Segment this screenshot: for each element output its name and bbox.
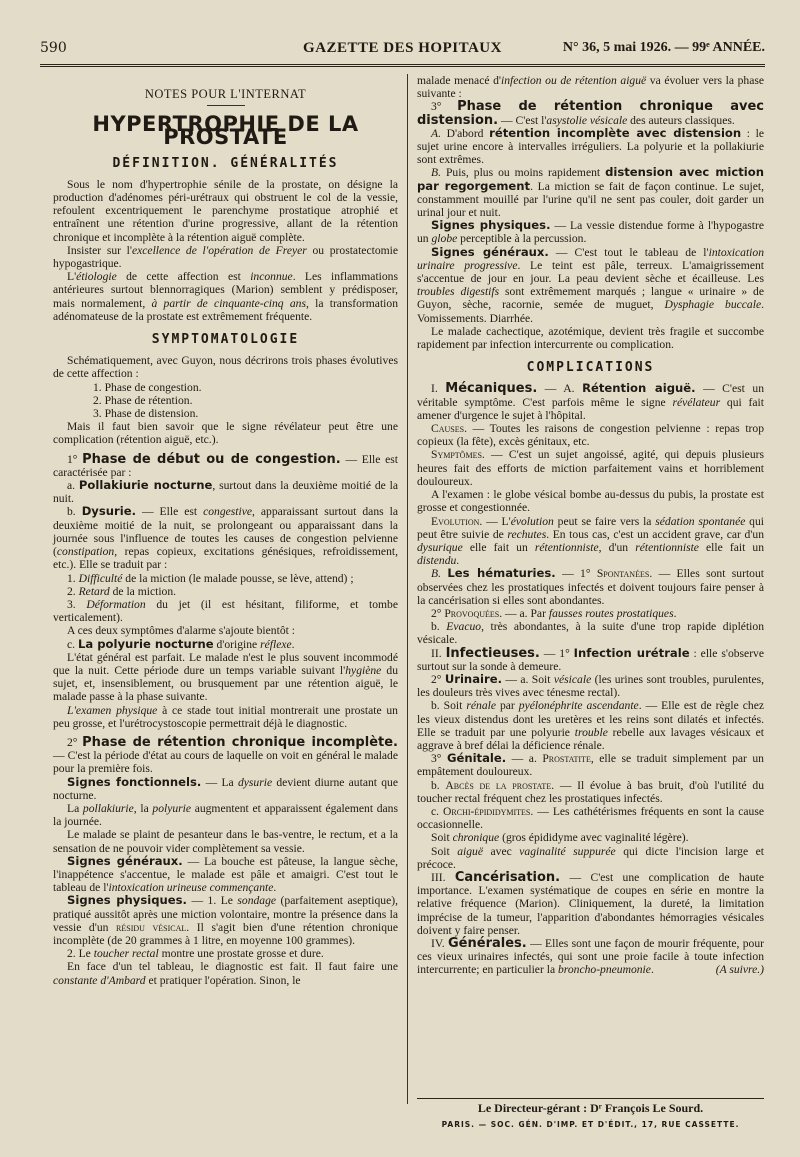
paragraph: 1° Phase de début ou de congestion. — Elle est caractérisée par : xyxy=(53,451,398,479)
journal-title: GAZETTE DES HOPITAUX xyxy=(303,40,502,56)
right-column xyxy=(417,74,764,977)
page-header xyxy=(40,40,765,62)
paragraph: En face d'un tel tableau, le diagnostic est fait. Il faut faire une constante d'Ambard et pratiquer l'opération. Sinon, le xyxy=(53,960,398,987)
paragraph: Signes physiques. — La vessie distendue forme à l'hypogastre un globe perceptible à la percussion. xyxy=(417,218,764,246)
paragraph: L'étiologie de cette affection est inconnue. Les inflammations antérieures surtout blennorragiques (Marion) semblent y prédisposer, mais normalement, à partir de cinquante-cinq ans, la transformation adénomateuse de la prostate est extrêmement fréquente. xyxy=(53,270,398,323)
paragraph: Signes généraux. — La bouche est pâteuse, la langue sèche, l'inappétence s'accentue, le malade est pâle et amaigri. C'est tout le tableau de l'intoxication urineuse commençante. xyxy=(53,853,398,895)
paragraph: 2. Le toucher rectal montre une prostate grosse et dure. xyxy=(67,947,324,961)
paragraph: II. Infectieuses. — 1° Infection urétrale : elle s'observe surtout sur la sonde à demeure. xyxy=(417,645,764,673)
printer-line: PARIS. — SOC. GÉN. D'IMP. ET D'ÉDIT., 17, RUE CASSETTE. xyxy=(441,1120,740,1129)
paragraph: I. Mécaniques. — A. Rétention aiguë. — C'est un véritable symptôme. C'est parfois même le signe révélateur qui fait amener d'urgence le sujet à l'hôpital. xyxy=(417,381,764,422)
paragraph: Causes. — Toutes les raisons de congestion pelvienne : repas trop copieux (la fête), excès génitaux, etc. xyxy=(417,422,764,449)
list-item: 2. Phase de rétention. xyxy=(93,393,193,407)
paragraph: a. Pollakiurie nocturne, surtout dans la deuxième moitié de la nuit. xyxy=(53,478,398,506)
paragraph: 2° Urinaire. — a. Soit vésicale (les urines sont troubles, purulentes, les douleurs très vives avec ténesme rectal). xyxy=(417,671,764,700)
list-item: 1. Phase de congestion. xyxy=(93,380,202,394)
paragraph: malade menacé d'infection ou de rétention aiguë va évoluer vers la phase suivante : xyxy=(417,74,765,101)
paragraph: 3° Phase de rétention chronique avec distension. — C'est l'asystolie vésicale des auteurs classiques. xyxy=(417,99,764,128)
paragraph: 2° Phase de rétention chronique incomplète. — C'est la période d'état au cours de laquelle on voit en général le malade pour la première fois. xyxy=(53,734,398,776)
paragraph: La pollakiurie, la polyurie augmentent et apparaissent également dans la journée. xyxy=(53,801,398,829)
paragraph: Soit chronique (gros épididyme avec vaginalité légère). xyxy=(431,831,689,845)
director-line: Le Directeur-gérant : Dʳ François Le Sourd. xyxy=(417,1098,764,1116)
paragraph: 2. Retard de la miction. xyxy=(67,584,177,598)
paragraph: Insister sur l'excellence de l'opération de Freyer ou prostatectomie hypogastrique. xyxy=(53,243,398,271)
paragraph: IV. Générales. — Elles sont une façon de mourir fréquente, pour ces vieux urinaires infectés, qui sont une proie facile à toute infection intercurrente; en particulier la broncho-pneumonie. (A suivre.) xyxy=(417,936,765,977)
paragraph: Signes fonctionnels. — La dysurie devient diurne autant que nocturne. xyxy=(53,774,398,802)
paragraph: A l'examen : le globe vésical bombe au-dessus du pubis, la prostate est grosse et congestionnée. xyxy=(417,488,764,515)
page-footer xyxy=(417,1098,764,1129)
issue-info: N° 36, 5 mai 1926. — 99ᵉ ANNÉE. xyxy=(562,40,765,55)
paragraph: Le malade se plaint de pesanteur dans le bas-ventre, le rectum, et a la sensation de ne pouvoir vider complètement sa vessie. xyxy=(53,828,398,855)
paragraph: Schématiquement, avec Guyon, nous décrirons trois phases évolutives de cette affection : xyxy=(53,354,398,381)
paragraph: L'état général est parfait. Le malade n'est le plus souvent incommodé que la nuit. Cette période dure un temps variable suivant l'hygiène du sujet, et, insensiblement, ou brusquement par une rétention aiguë, le malade passe à la phase suivante. xyxy=(53,650,399,704)
paragraph: Symptômes. — C'est un sujet angoissé, agité, qui depuis plusieurs heures fait des efforts de miction parfaitement vains et horriblement douloureux. xyxy=(417,448,764,488)
paragraph: 1. Difficulté de la miction (le malade pousse, se lève, attend) ; xyxy=(67,571,354,585)
paragraph: Signes généraux. — C'est tout le tableau de l'intoxication urinaire progressive. Le teint est pâle, terreux. L'amaigrissement s'accentue de jour en jour. La peau devient sèche et écailleuse. Les troubles digestifs sont extrêmement marqués ; langue « urinaire » de Guyon, sèche, racornie, semée de muguet, Dysphagie buccale. Vomissements. Diarrhée. xyxy=(417,244,764,325)
paragraph: Soit aiguë avec vaginalité suppurée qui dicte l'incision large et précoce. xyxy=(417,844,765,871)
paragraph: b. Evacuo, très abondantes, à la suite d'une trop rapide diplétion vésicale. xyxy=(417,620,764,647)
left-column xyxy=(53,74,398,987)
heading-complications: COMPLICATIONS xyxy=(526,360,655,376)
paragraph: Mais il faut bien savoir que le signe révélateur peut être une complication (rétention aiguë, etc.). xyxy=(53,420,398,447)
paragraph: Evolution. — L'évolution peut se faire vers la sédation spontanée qui peut être suivie de rechutes. En tous cas, c'est un accident grave, car d'un dysurique elle fait un rétentionniste, d'un rétentionniste elle fait un distendu. xyxy=(417,514,764,568)
paragraph: c. La polyurie nocturne d'origine réflexe. xyxy=(67,636,295,651)
section-kicker: NOTES POUR L'INTERNAT xyxy=(144,87,307,101)
paragraph: Signes physiques. — 1. Le sondage (parfaitement aseptique), pratiqué aussitôt après une miction volontaire, montre la présence dans la vessie d'un résidu vésical. Il s'agit bien d'une rétention chronique incomplète (de 20 grammes à 1 litre, en moyenne 100 grammes). xyxy=(53,893,398,947)
paragraph: b. Dysurie. — Elle est congestive, apparaissant surtout dans la deuxième moitié de la nuit, se prolongeant ou apparaissant dans la journée sous l'influence de toutes les causes de congestion pelvienne (constipation, repas copieux, excitations génésiques, refroidissement, etc.). Elle se traduit par : xyxy=(53,504,398,572)
paragraph: b. Soit rénale par pyélonéphrite ascendante. — Elle est de règle chez les vieux distendus dont les uretères et les reins sont dilatés et infectés. Elle se traduit par une polyurie trouble rebelle aux lavages vésicaux et aggrave à bref délai la déficience rénale. xyxy=(417,699,765,752)
kicker-rule xyxy=(207,105,245,106)
paragraph: c. Orchi-épididymites. — Les cathétérismes fréquents en sont la cause occasionnelle. xyxy=(417,804,765,832)
heading-symptomatology: SYMPTOMATOLOGIE xyxy=(151,332,300,348)
paragraph: 3. Déformation du jet (il est hésitant, filiforme, et tombe verticalement). xyxy=(53,597,398,625)
paragraph: B. Puis, plus ou moins rapidement distension avec miction par regorgement. La miction se fait de façon continue. Le sujet, constamment mouillé par l'urine qu'il ne sent pas couler, doit garder un urinal jour et nuit. xyxy=(417,165,765,220)
list-item: 3. Phase de distension. xyxy=(93,407,199,421)
paragraph: III. Cancérisation. — C'est une complication de haute importance. L'examen systématique de coupes en série en montre la relative fréquence (Marion). Cliniquement, la dureté, la limitation imprécise de la tumeur, l'apparition d'abondantes hémorragies vésicales doivent y faire penser. xyxy=(417,869,764,937)
paragraph: A. D'abord rétention incomplète avec distension : le sujet urine encore à intervalles irréguliers. La polyurie et la pollakiurie sont extrêmes. xyxy=(417,125,764,167)
paragraph: 2° Provoquées. — a. Par fausses routes prostatiques. xyxy=(431,606,677,620)
paragraph: 3° Génitale. — a. Prostatite, elle se traduit simplement par un empâtement douloureux. xyxy=(417,751,764,779)
heading-definition: DÉFINITION. GÉNÉRALITÉS xyxy=(112,155,339,171)
to-be-continued: (A suivre.) xyxy=(715,963,764,977)
header-rule xyxy=(40,64,765,70)
paragraph: Le malade cachectique, azotémique, devient très fragile et succombe rapidement par infection intercurrente ou complication. xyxy=(417,324,764,352)
paragraph: B. Les hématuries. — 1° Spontanées. — Elles sont surtout observées chez les prostatiques infectés et doivent toujours faire penser à la cancérisation si elles sont abondantes. xyxy=(417,566,764,607)
page-number: 590 xyxy=(40,40,67,56)
paragraph: b. Abcès de la prostate. — Il évolue à bas bruit, d'où l'utilité du toucher rectal fréquent chez les prostatiques infectés. xyxy=(417,778,764,805)
column-divider xyxy=(407,74,408,1104)
article-title: HYPERTROPHIE DE LA PROSTATE xyxy=(92,112,359,150)
paragraph: A ces deux symptômes d'alarme s'ajoute bientôt : xyxy=(67,624,295,638)
paragraph: Sous le nom d'hypertrophie sénile de la prostate, on désigne la production d'adénomes péri-urétraux qui obstruent le col de la vessie, refoulent excentriquement le parenchyme prostatique atrophié et entraînent une rétention d'urine progressive, allant de la rétention chronique et incomplète à la rétention aiguë complète. xyxy=(53,177,398,244)
phase-list xyxy=(53,381,398,421)
paragraph: L'examen physique à ce stade tout initial montrerait une prostate un peu grosse, et l'urétrocystoscopie permettrait déjà le diagnostic. xyxy=(53,703,398,730)
